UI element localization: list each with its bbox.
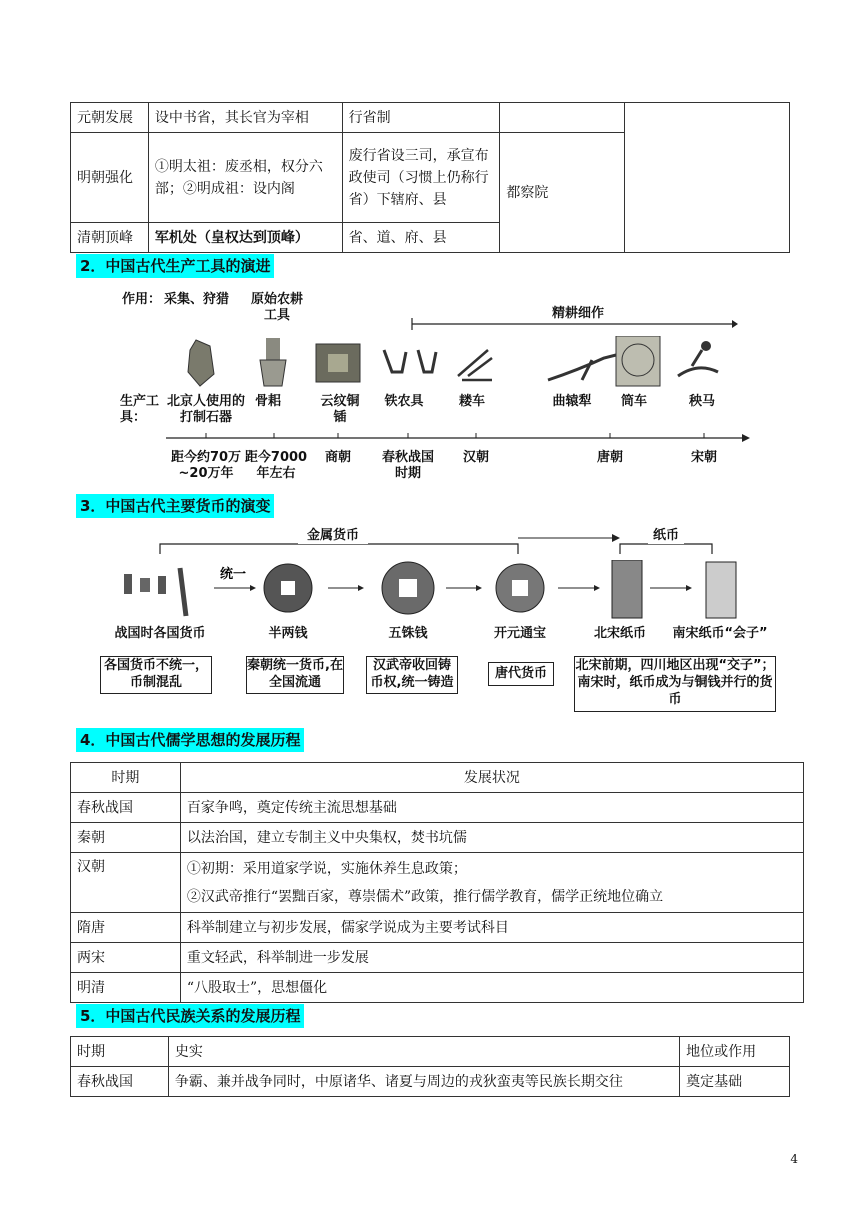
table-header-row [71,1037,790,1067]
tools-label: 生产工具： [120,394,160,425]
page-number: 4 [790,1152,798,1166]
status-line: ②汉武帝推行“罢黜百家，尊崇儒术”政策，推行儒学教育，儒学正统地位确立 [186,888,664,905]
section-title: 4．中国古代儒学思想的发展历程 [76,728,304,752]
local-cell: 行省制 [342,103,500,133]
era-label: 距今约70万~20万年 [170,450,242,481]
local-cell: 废行省设三司，承宣布政使司（习惯上仍称行省）下辖府、县 [342,133,500,223]
tool-name: 耧车 [458,394,485,409]
coin-name: 半两钱 [268,626,308,641]
table-row [71,793,804,823]
column-header: 地位或作用 [680,1037,790,1067]
tool-images [178,336,738,392]
era-label: 商朝 [324,450,351,465]
table-row [71,943,804,973]
currency-note: 各国货币不统一，币制混乱 [100,656,212,694]
table-row [71,1067,790,1097]
period-cell: 秦朝 [71,823,181,853]
period-cell: 隋唐 [71,913,181,943]
paper-currency-label: 纸币 [648,528,684,544]
table-row [71,103,790,133]
table-row [71,973,804,1003]
local-cell: 省、道、府、县 [342,223,500,253]
currency-note: 北宋前期，四川地区出现“交子”；南宋时，纸币成为与铜钱并行的货币 [574,656,776,712]
era-label: 宋朝 [690,450,717,465]
coin-name: 战国时各国货币 [114,626,206,641]
table-header-row [71,763,804,793]
tool-name: 铁农具 [384,394,424,409]
coin-images [110,560,770,622]
metal-currency-label: 金属货币 [298,528,368,544]
kaiyuan-coin-icon [496,564,544,612]
status-cell: 以法治国，建立专制主义中央集权，焚书坑儒 [180,823,803,853]
section-title: 2．中国古代生产工具的演进 [76,254,274,278]
coin-name: 开元通宝 [493,626,546,641]
era-label: 距今7000年左右 [244,450,308,481]
ethnic-relations-table [70,1036,790,1097]
seed-drill-icon [458,350,492,380]
currency-note: 汉武帝收回铸币权,统一铸造 [366,656,458,694]
coin-name: 南宋纸币“会子” [672,626,768,641]
section-title: 3．中国古代主要货币的演变 [76,494,274,518]
tool-name: 曲辕犁 [552,394,592,409]
jiaozi-note-icon [612,560,642,618]
status-cell [180,853,803,913]
period-cell: 清朝顶峰 [71,223,149,253]
banliang-coin-icon [264,564,312,612]
central-cell: 军机处（皇权达到顶峰） [148,223,342,253]
table-row [71,823,804,853]
blank-cell [625,103,790,253]
warring-states-coins-icon [124,568,186,616]
status-cell: 科举制建立与初步发展，儒家学说成为主要考试科目 [180,913,803,943]
period-cell: 元朝发展 [71,103,149,133]
role-gathering: 采集、狩猎 [164,292,230,307]
section-title: 5．中国古代民族关系的发展历程 [76,1004,304,1028]
supervision-cell: 都察院 [500,133,625,253]
column-header: 时期 [71,763,181,793]
column-header: 时期 [71,1037,169,1067]
tool-name: 北京人使用的打制石器 [166,394,245,425]
supervision-cell [500,103,625,133]
period-cell: 明朝强化 [71,133,149,223]
period-cell: 春秋战国 [71,1067,169,1097]
column-header: 史实 [168,1037,679,1067]
fact-cell: 争霸、兼并战争同时，中原诸华、诸夏与周边的戎狄蛮夷等民族长期交往 [168,1067,679,1097]
period-cell: 春秋战国 [71,793,181,823]
column-header: 发展状况 [180,763,803,793]
currency-figure [100,524,780,724]
jinggeng-label: 精耕细作 [551,306,604,321]
rice-transplanter-icon [678,341,718,376]
bronze-spade-icon [316,344,360,382]
role-cell: 奠定基础 [680,1067,790,1097]
period-cell: 明清 [71,973,181,1003]
status-line: ①初期：采用道家学说，实施休养生息政策； [186,860,467,877]
huizi-note-icon [706,562,736,618]
role-label: 作用： [122,292,162,307]
era-label: 春秋战国时期 [381,450,434,481]
water-wheel-icon [616,336,660,386]
political-system-table [70,102,790,253]
bone-spade-icon [260,338,286,386]
central-cell: 设中书省，其长官为宰相 [148,103,342,133]
currency-note: 唐代货币 [488,662,554,686]
tools-figure [118,284,758,484]
confucianism-table [70,762,804,1003]
wuzhu-coin-icon [382,562,434,614]
table-row [71,913,804,943]
era-label: 汉朝 [462,450,489,465]
status-cell: 重文轻武，科举制进一步发展 [180,943,803,973]
era-label: 唐朝 [596,450,623,465]
stone-tool-icon [188,340,214,386]
currency-note: 秦朝统一货币,在全国流通 [246,656,344,694]
coin-name: 北宋纸币 [593,626,646,641]
tool-name: 骨耜 [254,394,281,409]
status-cell: 百家争鸣，奠定传统主流思想基础 [180,793,803,823]
period-cell: 汉朝 [71,853,181,913]
tool-name: 秧马 [688,394,715,409]
plough-icon [548,354,620,380]
role-farming: 原始农耕工具 [250,292,303,323]
status-cell: “八股取士”，思想僵化 [180,973,803,1003]
tool-name: 云纹铜锸 [320,394,360,425]
coin-name: 五铢钱 [388,626,428,641]
iron-tool-icon [384,350,436,372]
period-cell: 两宋 [71,943,181,973]
central-cell: ①明太祖：废丞相，权分六部；②明成祖：设内阁 [148,133,342,223]
table-row [71,853,804,913]
unify-label: 统一 [220,567,247,582]
timeline-axis [166,430,750,446]
tool-name: 筒车 [620,394,647,409]
